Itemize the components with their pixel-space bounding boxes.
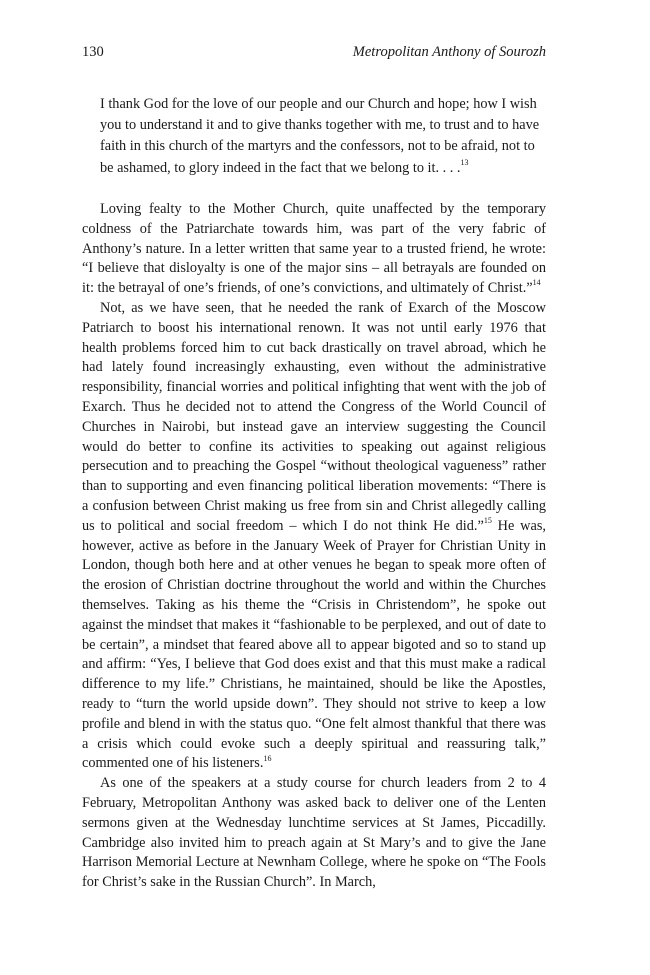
paragraph-text: Not, as we have seen, that he needed the rank of Exarch of the Moscow Patriarch to boost his international renown. It was not until early 1976 that health problems forced him to cut back drastically on travel abroad, which he had lately found increasingly exhausting, even without the administrative responsibility, financial worries and political infighting that went with the job of Exarch. Thus he decided not to attend the Congress of the World Council of Churches in Nairobi, but instead gave an interview suggesting the Council would do better to confine its activities to speaking out against religious persecution and to preaching the Gospel “without theological vagueness” rather than to supporting and even financing political liberation movements: “There is a confusion between Christ making us free from sin and Christ allegedly calling us to political and social freedom – which I do not think He did.” bbox=[82, 299, 546, 534]
running-title: Metropolitan Anthony of Sourozh bbox=[352, 44, 546, 60]
footnote-ref: 15 bbox=[483, 515, 492, 525]
footnote-ref: 13 bbox=[460, 157, 469, 167]
footnote-ref: 14 bbox=[532, 278, 541, 288]
paragraph-text: He was, however, active as before in the January Week of Prayer for Christian Unity in London, though both here and at other venues he began to speak more often of the erosion of Christian doctrine throughout the world and within the Churches themselves. Taking as his theme the “Crisis in Christendom”, he spoke out against the mindset that makes it “fashionable to be perplexed, and out of date to be certain”, a mindset that feared above all to appear bigoted and so to stand up and affirm: “Yes, I believe that God does exist and that this must make a radical difference to my life.” Christians, he maintained, should be like the Apostles, ready to “turn the world upside down”. They should not strive to keep a low profile and blend in with the status quo. “One felt almost thankful that there was a crisis which could evoke such a deeply spiritual and reassuring talk,” commented one of his listeners. bbox=[82, 517, 546, 772]
body-text bbox=[82, 200, 546, 893]
page-number: 130 bbox=[82, 44, 104, 60]
paragraph-1 bbox=[82, 200, 546, 299]
quote-paragraph bbox=[100, 94, 546, 179]
paragraph-text: Loving fealty to the Mother Church, quite unaffected by the temporary coldness of the Patriarchate towards him, was part of the very fabric of Anthony’s nature. In a letter written that same year to a trusted friend, he wrote: “I believe that disloyalty is one of the major sins – all betrayals are founded on it: the betrayal of one’s friends, of one’s convictions, and ultimately of Christ.” bbox=[82, 201, 546, 297]
paragraph-3 bbox=[82, 774, 546, 893]
quote-text: I thank God for the love of our people and our Church and hope; how I wish you to understand it and to give thanks together with me, to trust and to have faith in this church of the martyrs and the confessors, not to be afraid, not to be ashamed, to glory indeed in the fact that we belong to it. . . . bbox=[100, 96, 540, 176]
running-head bbox=[82, 44, 546, 64]
footnote-ref: 16 bbox=[263, 753, 272, 763]
paragraph-text: As one of the speakers at a study course for church leaders from 2 to 4 February, Metropolitan Anthony was asked back to deliver one of the Lenten sermons given at the Wednesday lunchtime services at St James, Piccadilly. Cambridge also invited him to preach again at St Mary’s and to give the Jane Harrison Memorial Lecture at Newnham College, where he spoke on “The Fools for Christ’s sake in the Russian Church”. In March, bbox=[82, 775, 546, 891]
paragraph-2 bbox=[82, 299, 546, 774]
block-quote bbox=[100, 94, 546, 179]
